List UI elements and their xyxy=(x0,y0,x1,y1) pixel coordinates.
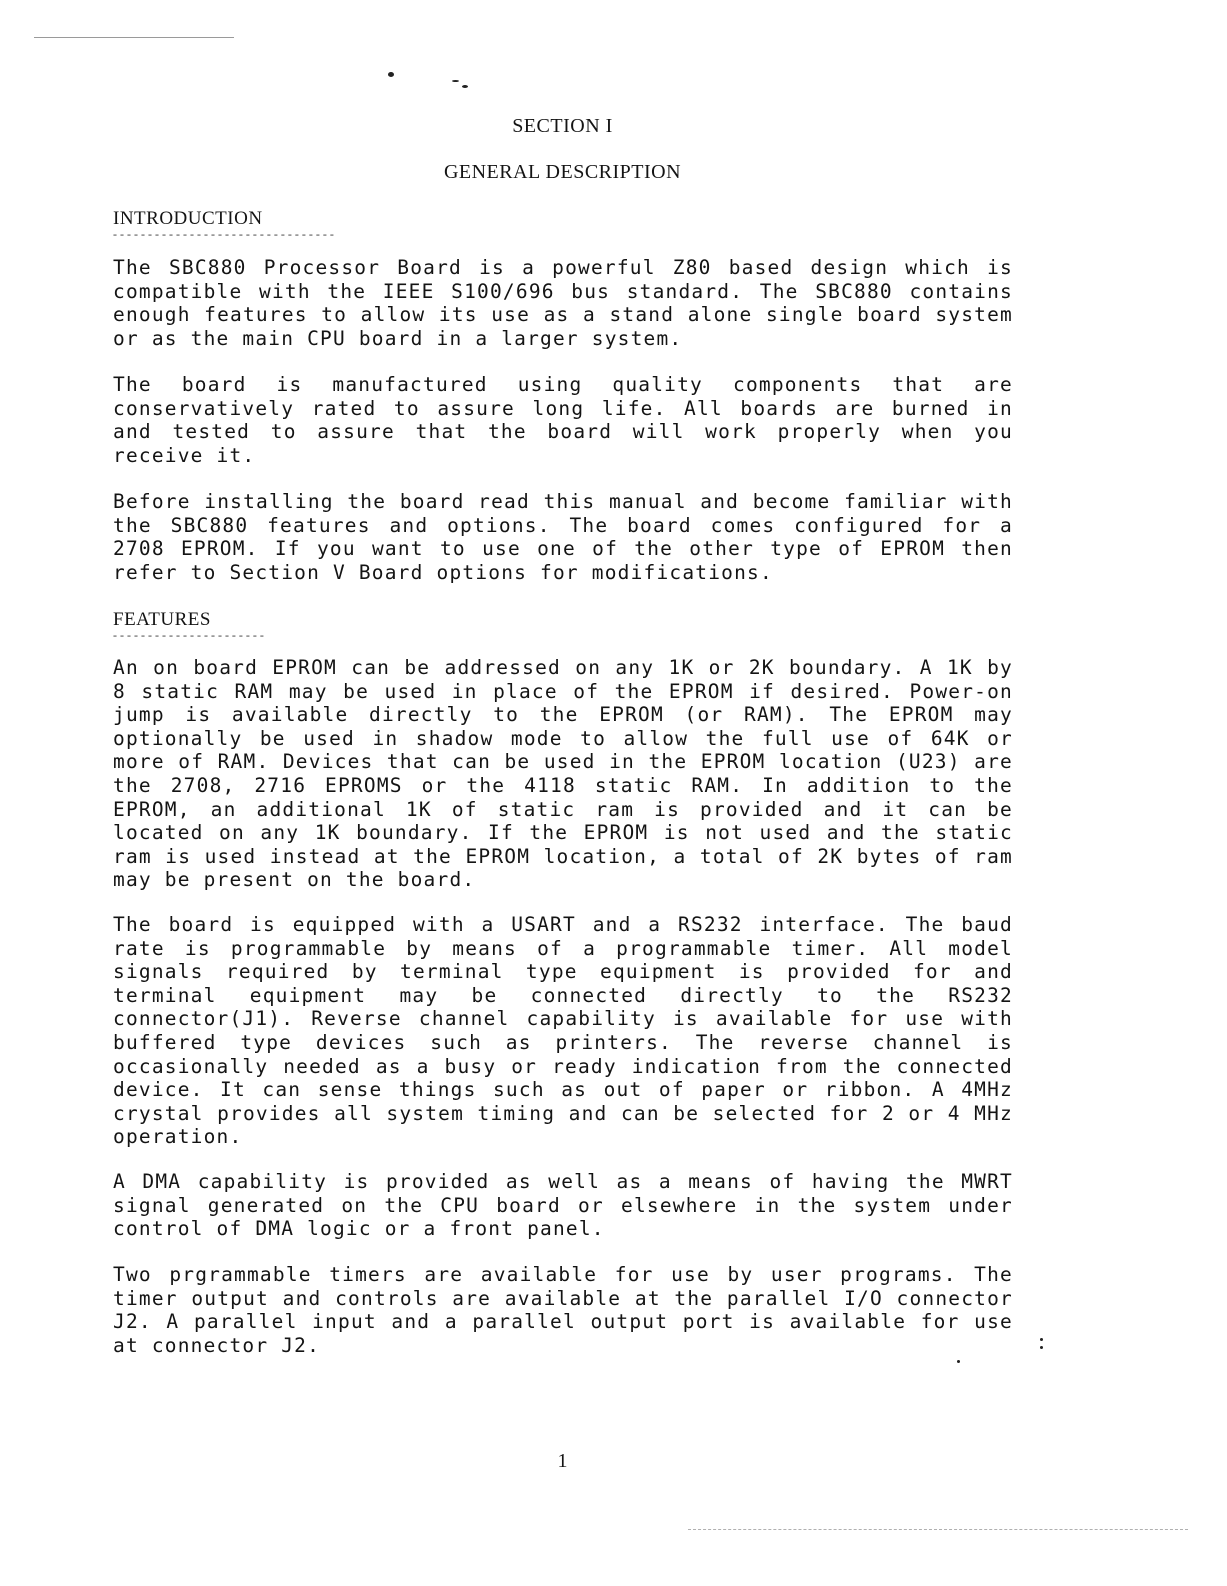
heading-underline: - - - - - - - - - - - - - - - - - - - - - - - - - - - - - - - - xyxy=(113,227,334,241)
intro-paragraph: Before installing the board read this manual and become familiar with the SBC880 features and options. The board comes configured for a 2708 EPROM. If you want to use one of the other type of EPROM then refer to Section V Board options for modifications. xyxy=(113,490,1013,584)
scan-artifact-bottom-rule xyxy=(688,1529,1188,1530)
page-number: 1 xyxy=(557,1450,568,1472)
scan-speck xyxy=(1040,1338,1043,1341)
scan-speck xyxy=(462,85,468,88)
scan-speck xyxy=(388,72,394,77)
features-heading-text: FEATURES xyxy=(113,609,211,630)
section-heading: SECTION I xyxy=(512,115,613,137)
features-paragraph: The board is equipped with a USART and a RS232 interface. The baud rate is programmable by means of a programmable timer. All model signals required by terminal type equipment is provided for and terminal equipment may be connected directly to the RS232 connector(J1). Reverse channel capability is available for use with buffered type devices such as printers. The reverse channel is occasionally needed as a busy or ready indication from the connected device. It can sense things such as out of paper or ribbon. A 4MHz crystal provides all system timing and can be selected for 2 or 4 MHz operation. xyxy=(113,913,1013,1149)
scan-speck xyxy=(1040,1346,1043,1349)
features-paragraph: Two prgrammable timers are available for use by user programs. The timer output and controls are available at the parallel I/O connector J2. A parallel input and a parallel output port is available for use at connector J2. xyxy=(113,1263,1013,1357)
scan-artifact-top-rule xyxy=(34,37,234,38)
features-paragraph: A DMA capability is provided as well as a means of having the MWRT signal generated on the CPU board or elsewhere in the system under control of DMA logic or a front panel. xyxy=(113,1170,1013,1241)
introduction-heading-text: INTRODUCTION xyxy=(113,208,263,229)
scan-speck xyxy=(957,1360,960,1363)
document-title: GENERAL DESCRIPTION xyxy=(443,161,682,183)
features-paragraph: An on board EPROM can be addressed on any 1K or 2K boundary. A 1K by 8 static RAM may be used in place of the EPROM if desired. Power-on jump is available directly to the EPROM (or RAM). The EPROM may optionally be used in shadow mode to allow the full use of 64K or more of RAM. Devices that can be used in the EPROM location (U23) are the 2708, 2716 EPROMS or the 4118 static RAM. In addition to the EPROM, an additional 1K of static ram is provided and it can be located on any 1K boundary. If the EPROM is not used and the static ram is used instead at the EPROM location, a total of 2K bytes of ram may be present on the board. xyxy=(113,656,1013,892)
scan-speck xyxy=(452,80,459,82)
intro-paragraph: The SBC880 Processor Board is a powerful Z80 based design which is compatible with the IEEE S100/696 bus standard. The SBC880 contains enough features to allow its use as a stand alone single board system or as the main CPU board in a larger system. xyxy=(113,256,1013,350)
intro-paragraph: The board is manufactured using quality components that are conservatively rated to assure long life. All boards are burned in and tested to assure that the board will work properly when you receive it. xyxy=(113,373,1013,467)
features-heading xyxy=(113,609,264,642)
introduction-heading xyxy=(113,208,334,241)
heading-underline: - - - - - - - - - - - - - - - - - - - - - - xyxy=(113,628,264,642)
